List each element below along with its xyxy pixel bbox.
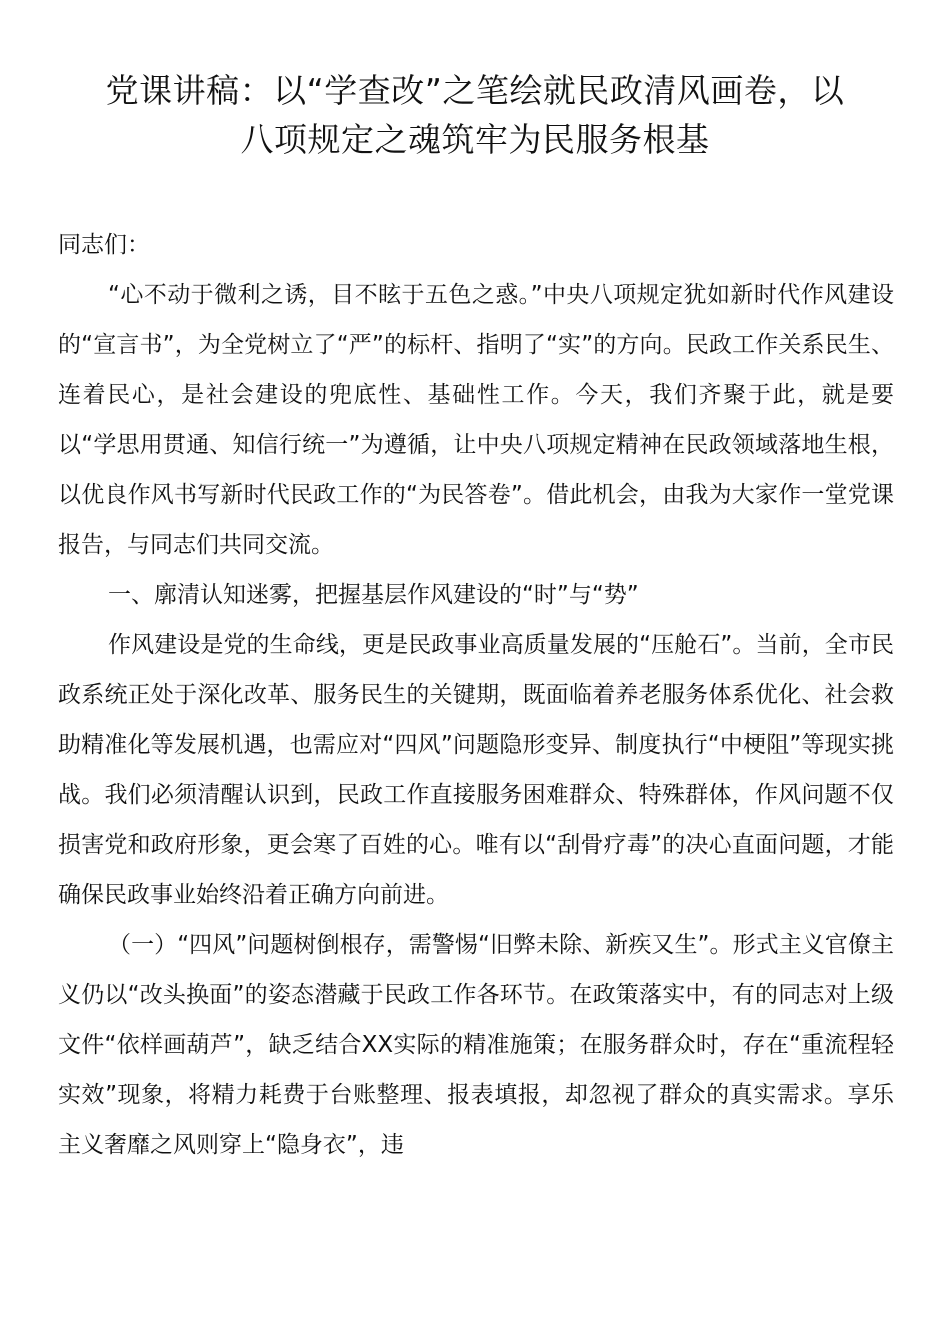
section-heading-1: 一、廓清认知迷雾，把握基层作风建设的“时”与“势” (108, 582, 639, 608)
paragraph-opening: “心不动于微利之诱，目不眩于五色之惑。”中央八项规定犹如新时代作风建设的“宣言书”，为全党树立了“严”的标杆、指明了“实”的方向。民政工作关系民生、连着民心，是社会建设的兜底性、基础性工作。今天，我们齐聚于此，就是要以“学思用贯通、知信行统一”为遵循，让中央八项规定精神在民政领域落地生根，以优良作风书写新时代民政工作的“为民答卷”。借此机会，由我为大家作一堂党课报告，与同志们共同交流。 (58, 282, 894, 558)
title-line-1: 党课讲稿：以“学查改”之笔绘就民政清风画卷，以 (105, 71, 845, 110)
salutation: 同志们： (58, 232, 150, 258)
paragraph-section-1: 作风建设是党的生命线，更是民政事业高质量发展的“压舱石”。当前，全市民政系统正处于深化改革、服务民生的关键期，既面临着养老服务体系优化、社会救助精准化等发展机遇，也需应对“四风”问题隐形变异、制度执行“中梗阻”等现实挑战。我们必须清醒认识到，民政工作直接服务困难群众、特殊群体，作风问题不仅损害党和政府形象，更会寒了百姓的心。唯有以“刮骨疗毒”的决心直面问题，才能确保民政事业始终沿着正确方向前进。 (58, 632, 894, 908)
document-body (58, 220, 894, 1170)
title-line-2: 八项规定之魂筑牢为民服务根基 (240, 120, 710, 159)
paragraph-subsection-1: （一）“四风”问题树倒根存，需警惕“旧弊未除、新疾又生”。形式主义官僚主义仍以“改头换面”的姿态潜藏于民政工作各环节。在政策落实中，有的同志对上级文件“依样画葫芦”，缺乏结合XX实际的精准施策；在服务群众时，存在“重流程轻实效”现象，将精力耗费于台账整理、报表填报，却忽视了群众的真实需求。享乐主义奢靡之风则穿上“隐身衣”，违 (58, 932, 894, 1158)
document-title (40, 66, 910, 164)
